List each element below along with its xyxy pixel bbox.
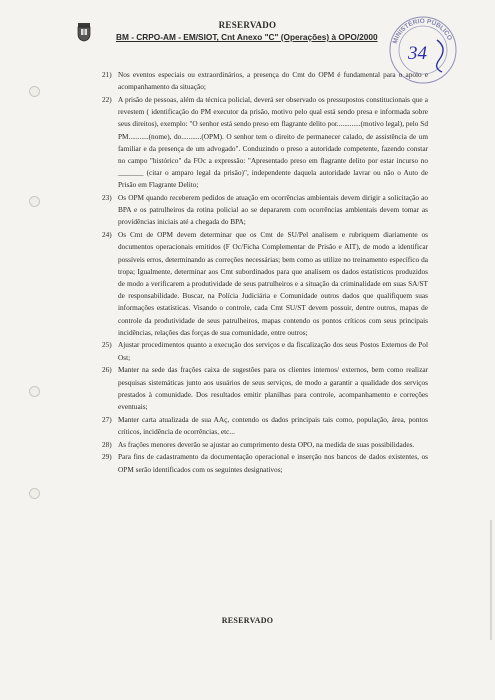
item-number: 26)	[102, 365, 112, 375]
binder-hole	[29, 86, 40, 97]
item-text: Manter na sede das frações caixa de sugestões para os clientes internos/ externos, bem como realizar pesquisas sistemáticas junto aos usuários de seus serviços, de modo a garantir a qualidade dos serviços prestados à comunidade. Dos resultados emitir planilhas para controle, acompanhamento e correções eventuais;	[118, 365, 428, 411]
item-text: Os Cmt de OPM devem determinar que os Cmt de SU/Pel analisem e rubriquem diariamente os documentos operacionais emitidos (F Oc/Ficha Complementar de Prisão e AIT), de modo a identificar possíveis erros, determinando as correções necessárias; bem como as utilize no treinamento específico da tropa; Igualmente, determinar aos Cmt subordinados para que analisem os dados estatísticos produzidos de modo a verificarem a produtividade de seus patrulheiros e a situação da criminalidade em suas SA/ST de responsabilidade. Buscar, na Polícia Judiciária e Comunidade outros dados que qualifiquem suas informações estatísticas. Visando o controle, cada Cmt SU/ST devem possuir, dentre outros, mapas de controle da produtividade de seus patrulheiros, mapas contendo os pontos críticos com seus principais incidências, relações das forças de sua comunidade, entre outros;	[118, 230, 428, 337]
item-number: 21)	[102, 70, 112, 79]
binder-hole	[29, 196, 40, 207]
numbered-items-list	[102, 69, 428, 476]
item-text: Ajustar procedimentos quanto a execução dos serviços e da fiscalização dos seus Postos Externos de Pol Ost;	[118, 340, 428, 362]
item-text: A prisão de pessoas, além da técnica policial, deverá ser observado os pressupostos constitucionais que a revestem ( identificação do PM executor da prisão, motivo pelo qual está sendo presa e informada sobre seus direitos), exemplo: "O senhor está sendo preso em flagrante delito por.............(motivo legal), pelo Sd PM...........(nome), do...........(OPM). O senhor tem o direito de permanecer calado, de assistência de um familiar e da presença de um advogado". Conduzindo o preso a autoridade competente, fazendo constar no campo "histórico" da FOc a expressão: "Apresentado preso em flagrante delito por estar incurso no _______ (citar o amparo legal da prisão)", independente daquela autoridade lavrar ou não o Auto de Prisão em Flagrante Delito;	[118, 94, 428, 190]
header-subtitle: BM - CRPO-AM - EM/SIOT, Cnt Anexo "C" (Operações) à OPO/2000	[116, 32, 378, 42]
item-number: 28)	[102, 439, 112, 449]
stamp-text: MINISTÉRIO PÚBLICO	[391, 17, 453, 45]
binder-hole	[29, 488, 40, 499]
footer-classification: RESERVADO	[221, 616, 274, 625]
item-text: As frações menores deverão se ajustar ao cumprimento desta OPO, na medida de suas possibilidades.	[118, 439, 415, 449]
list-item	[102, 339, 428, 363]
item-number: 27)	[102, 414, 112, 424]
list-item	[102, 94, 428, 192]
list-item	[102, 364, 428, 413]
list-item	[102, 69, 428, 93]
item-number: 24)	[102, 230, 112, 240]
item-number: 25)	[102, 340, 112, 350]
item-number: 23)	[102, 193, 112, 203]
item-text: Para fins de cadastramento da documentação operacional e inserção nos bancos de dados existentes, os OPM serão identificados com os seguintes designativos;	[118, 452, 428, 474]
list-item	[102, 192, 428, 229]
item-number: 29)	[102, 452, 112, 462]
item-text: Nos eventos especiais ou extraordinários, a presença do Cmt do OPM é fundamental para o apoio e acompanhamento da situação;	[118, 70, 428, 92]
list-item	[102, 414, 428, 438]
item-number: 22)	[102, 94, 112, 104]
item-text: Manter carta atualizada de sua AAç, contendo os dados principais tais como, população, área, pontos críticos, incidência de ocorrências, etc...	[118, 414, 428, 436]
list-item	[102, 229, 428, 339]
item-text: Os OPM quando receberem pedidos de atuação em ocorrências ambientais devem dirigir a solicitação ao BPA e os patrulheiros da rotina policial ao se depararem com ocorrências ambientais devem tomar as providências iniciais até a chegada do BPA;	[118, 193, 428, 227]
stamp-handwritten-number: 34	[408, 43, 427, 64]
list-item	[102, 439, 428, 451]
list-item	[102, 451, 428, 475]
binder-hole	[29, 386, 40, 397]
header-classification: RESERVADO	[218, 20, 277, 30]
